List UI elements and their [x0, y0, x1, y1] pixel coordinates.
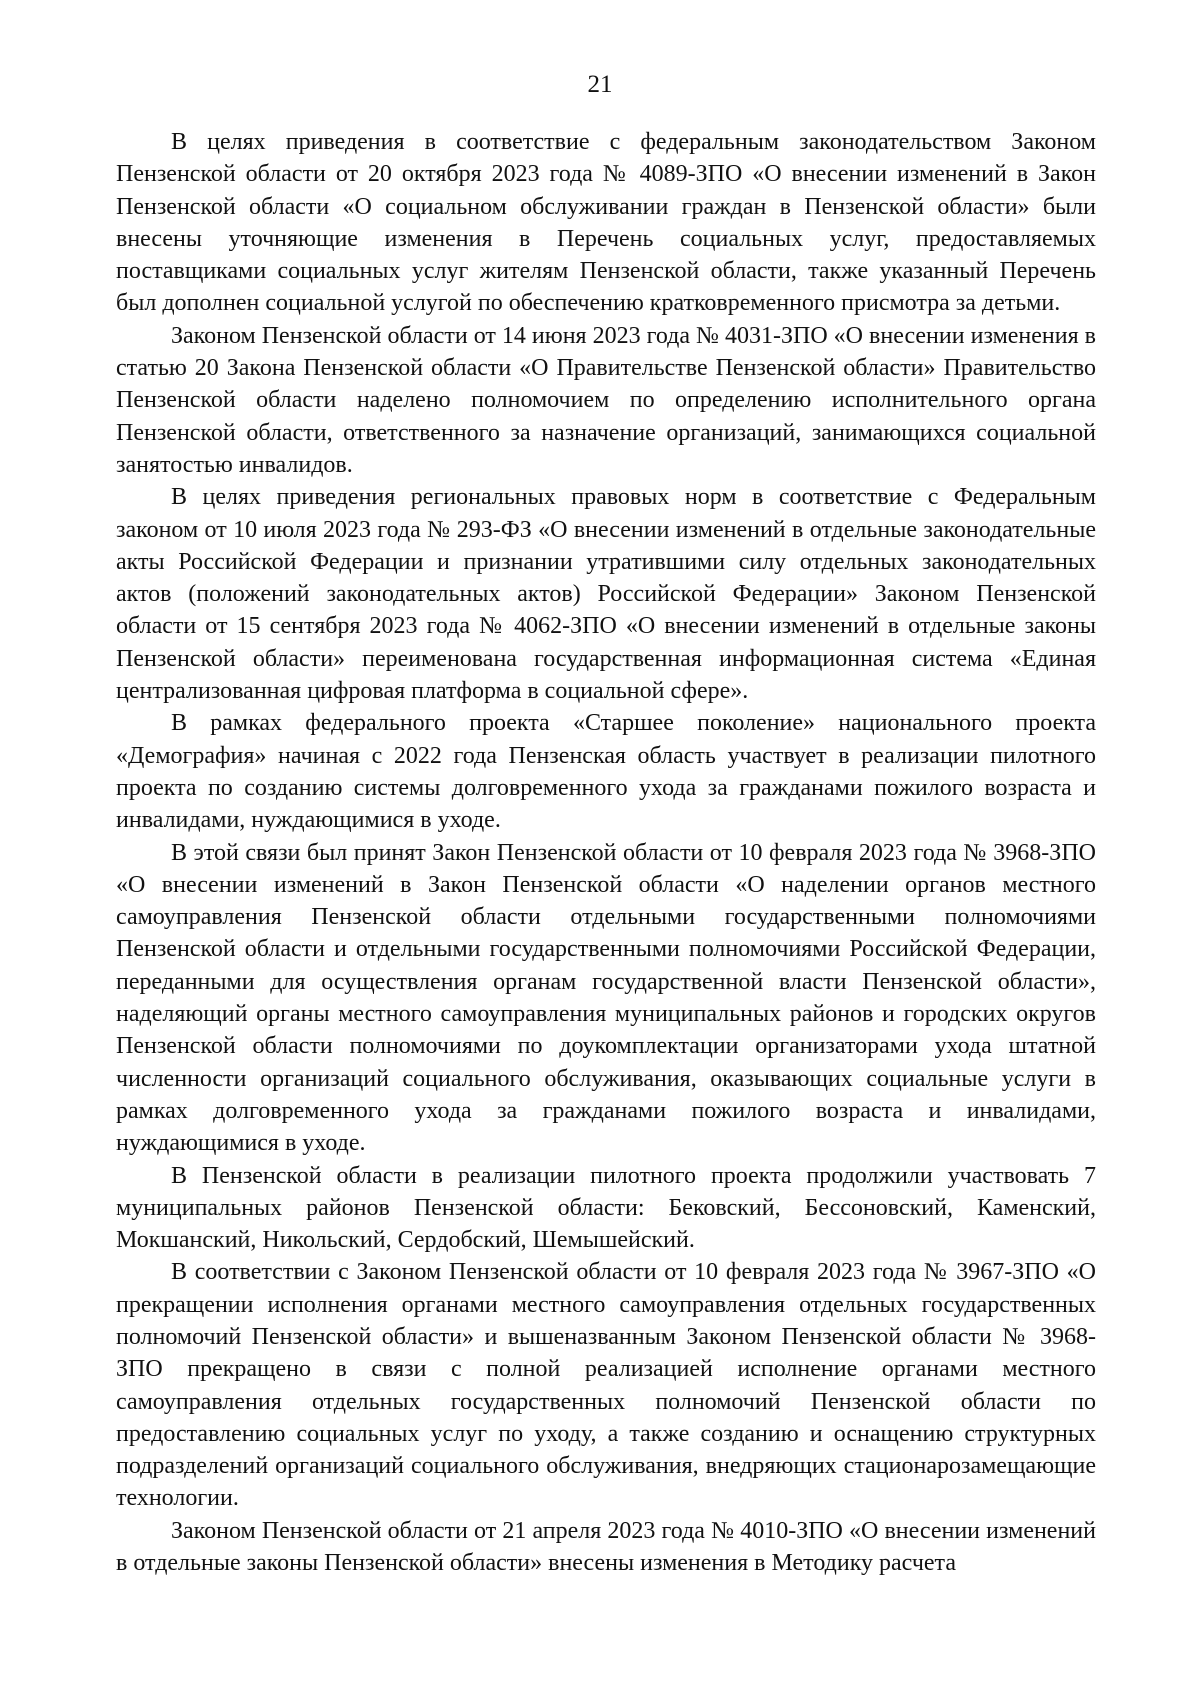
page-number: 21: [587, 71, 613, 98]
paragraph: В целях приведения региональных правовых норм в соответствие с Федеральным законом от 10 июля 2023 года № 293-ФЗ «О внесении изменений в отдельные законодательные акты Российской Федерации и признании утратившими силу отдельных законодательных актов (положений законодательных актов) Российской Федерации» Законом Пензенской области от 15 сентября 2023 года № 4062-ЗПО «О внесении изменений в отдельные законы Пензенской области» переименована государственная информационная система «Единая централизованная цифровая платформа в социальной сфере».: [116, 484, 1096, 705]
paragraph: Законом Пензенской области от 21 апреля 2023 года № 4010-ЗПО «О внесении изменений в отдельные законы Пензенской области» внесены изменения в Методику расчета: [116, 1517, 1096, 1577]
paragraph: В целях приведения в соответствие с федеральным законодательством Законом Пензенской области от 20 октября 2023 года № 4089-ЗПО «О внесении изменений в Закон Пензенской области «О социальном обслуживании граждан в Пензенской области» были внесены уточняющие изменения в Перечень социальных услуг, предоставляемых поставщиками социальных услуг жителям Пензенской области, также указанный Перечень был дополнен социальной услугой по обеспечению кратковременного присмотра за детьми.: [116, 129, 1096, 317]
paragraph: В Пензенской области в реализации пилотного проекта продолжили участвовать 7 муниципальных районов Пензенской области: Бековский, Бессоновский, Каменский, Мокшанский, Никольский, Сердобский, Шемышейский.: [116, 1162, 1096, 1254]
paragraph: Законом Пензенской области от 14 июня 2023 года № 4031-ЗПО «О внесении изменения в статью 20 Закона Пензенской области «О Правительстве Пензенской области» Правительство Пензенской области наделено полномочием по определению исполнительного органа Пензенской области, ответственного за назначение организаций, занимающихся социальной занятостью инвалидов.: [116, 322, 1096, 478]
document-body: [116, 126, 1096, 1579]
paragraph: В этой связи был принят Закон Пензенской области от 10 февраля 2023 года № 3968-ЗПО «О внесении изменений в Закон Пензенской области «О наделении органов местного самоуправления Пензенской области отдельными государственными полномочиями Пензенской области и отдельными государственными полномочиями Российской Федерации, переданными для осуществления органам государственной власти Пензенской области», наделяющий органы местного самоуправления муниципальных районов и городских округов Пензенской области полномочиями по доукомплектации организаторами ухода штатной численности организаций социального обслуживания, оказывающих социальные услуги в рамках долговременного ухода за гражданами пожилого возраста и инвалидами, нуждающимися в уходе.: [116, 839, 1096, 1157]
paragraph: В рамках федерального проекта «Старшее поколение» национального проекта «Демография» начиная с 2022 года Пензенская область участвует в реализации пилотного проекта по созданию системы долговременного ухода за гражданами пожилого возраста и инвалидами, нуждающимися в уходе.: [116, 710, 1096, 834]
paragraph: В соответствии с Законом Пензенской области от 10 февраля 2023 года № 3967-ЗПО «О прекращении исполнения органами местного самоуправления отдельных государственных полномочий Пензенской области» и вышеназванным Законом Пензенской области № 3968-ЗПО прекращено в связи с полной реализацией исполнение органами местного самоуправления отдельных государственных полномочий Пензенской области по предоставлению социальных услуг по уходу, а также созданию и оснащению структурных подразделений организаций социального обслуживания, внедряющих стационарозамещающие технологии.: [116, 1259, 1096, 1512]
